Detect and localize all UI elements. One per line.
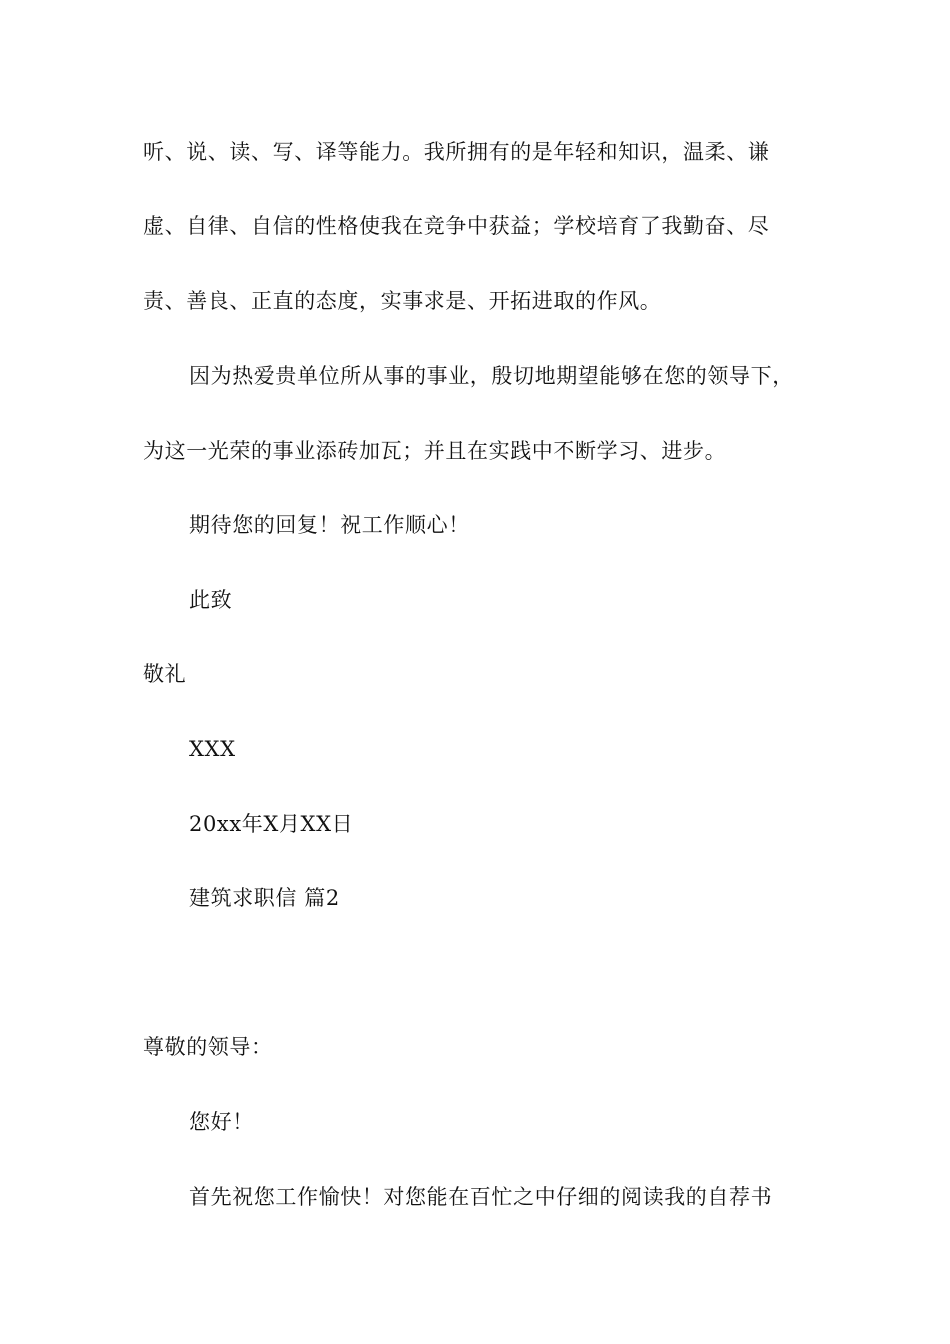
paragraph2-line2: 为这一光荣的事业添砖加瓦；并且在实践中不断学习、进步。 [143, 439, 727, 463]
section-title: 建筑求职信 篇2 [189, 886, 340, 910]
opening-line: 首先祝您工作愉快！对您能在百忙之中仔细的阅读我的自荐书 [189, 1185, 773, 1209]
paragraph1-line3: 责、善良、正直的态度，实事求是、开拓进取的作风。 [143, 289, 662, 313]
paragraph2-line1: 因为热爱贵单位所从事的事业，殷切地期望能够在您的领导下， [189, 364, 794, 388]
salutation: 尊敬的领导： [143, 1035, 273, 1059]
paragraph1-line1: 听、说、读、写、译等能力。我所拥有的是年轻和知识，温柔、谦 [143, 140, 770, 164]
greeting: 您好！ [189, 1110, 254, 1134]
paragraph1-line2: 虚、自律、自信的性格使我在竞争中获益；学校培育了我勤奋、尽 [143, 214, 770, 238]
closing-wish: 期待您的回复！祝工作顺心！ [189, 513, 470, 537]
letter-date: 20xx年X月XX日 [189, 812, 354, 836]
signature: XXX [189, 737, 236, 761]
ci-zhi: 此致 [189, 588, 233, 612]
jing-li: 敬礼 [143, 662, 187, 686]
